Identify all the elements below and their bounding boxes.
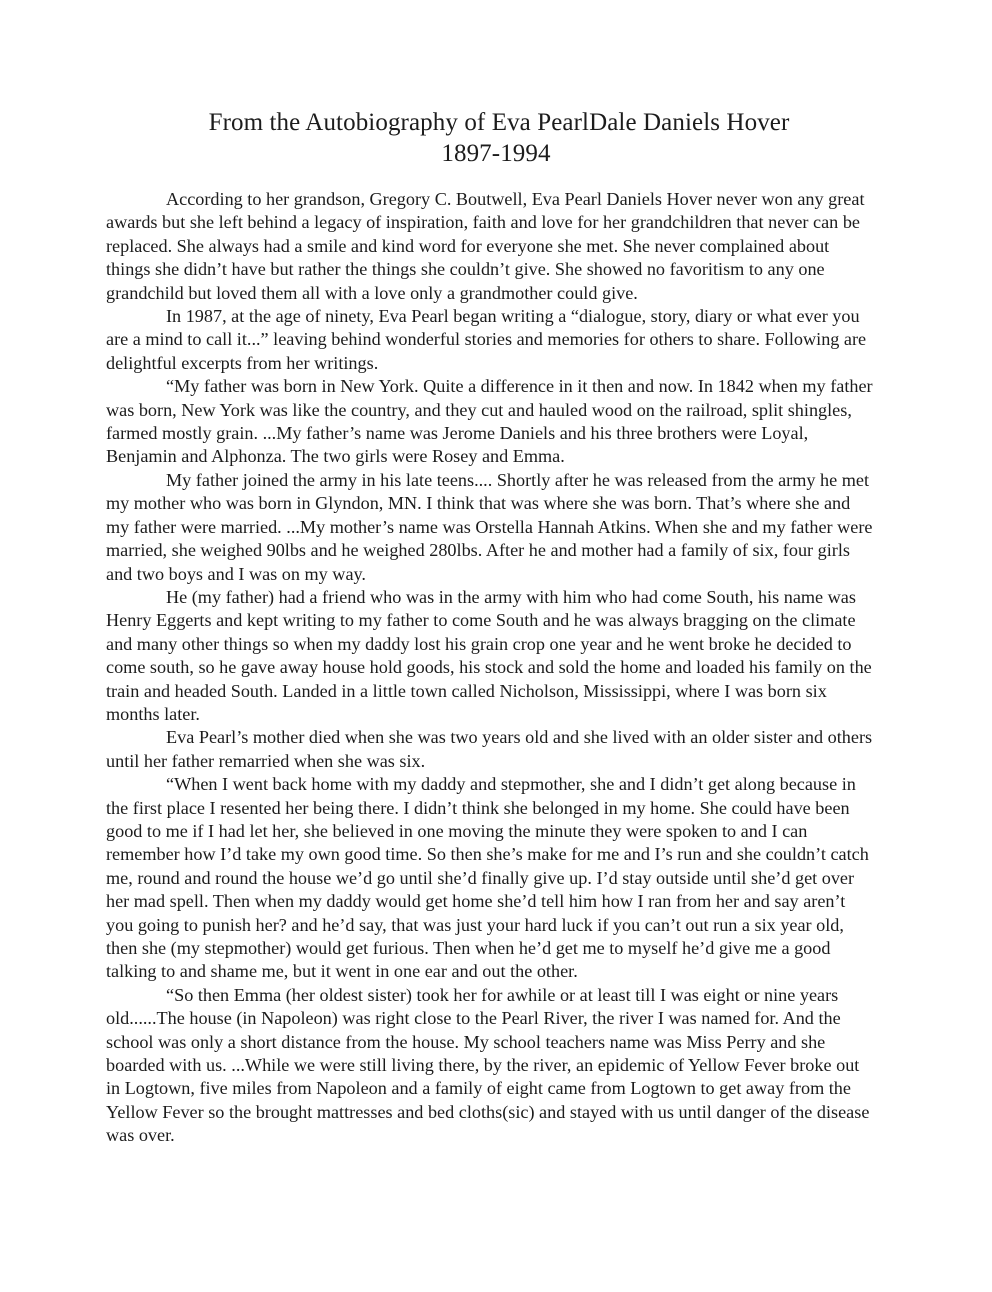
document-title: From the Autobiography of Eva PearlDale Daniels Hover bbox=[208, 109, 790, 136]
paragraph-2: In 1987, at the age of ninety, Eva Pearl began writing a “dialogue, story, diary or what ever you are a mind to call it...” leaving behind wonderful stories and memories for others to share. Following are delightful excerpts from her writings. bbox=[106, 306, 867, 373]
document-title-block bbox=[0, 108, 992, 169]
paragraph-5: He (my father) had a friend who was in the army with him who had come South, his name was Henry Eggerts and kept writing to my father to come South and he was always bragging on the climate and many other things so when my daddy lost his grain crop one year and he went broke he decided to come south, so he gave away house hold goods, his stock and sold the home and loaded his family on the train and headed South. Landed in a little town called Nicholson, Mississippi, where I was born six months later. bbox=[106, 586, 872, 724]
document-dates: 1897-1994 bbox=[441, 140, 551, 167]
document-body bbox=[106, 188, 876, 1148]
paragraph-6: Eva Pearl’s mother died when she was two years old and she lived with an older sister and others until her father remarried when she was six. bbox=[106, 727, 873, 771]
paragraph-7: “When I went back home with my daddy and stepmother, she and I didn’t get along because in the first place I resented her being there. I didn’t think she belonged in my home. She could have been good to me if I had let her, she believed in one moving the minute they were spoken to and I can remember how I’d take my own good time. So then she’s make for me and I’s run and she couldn’t catch me, round and round the house we’d go until she’d finally give up. I’d stay outside until she’d get over her mad spell. Then when my daddy would get home she’d tell him how I ran from her and say aren’t you going to punish her? and he’d say, that was just your hard luck if you can’t out run a six year old, then she (my stepmother) would get furious. Then when he’d get me to myself he’d give me a good talking to and shame me, but it went in one ear and out the other. bbox=[106, 774, 869, 982]
paragraph-3: “My father was born in New York. Quite a difference in it then and now. In 1842 when my father was born, New York was like the country, and they cut and hauled wood on the railroad, split shingles, farmed mostly grain. ...My father’s name was Jerome Daniels and his three brothers were Loyal, Benjamin and Alphonza. The two girls were Rosey and Emma. bbox=[106, 376, 873, 467]
paragraph-8: “So then Emma (her oldest sister) took her for awhile or at least till I was eight or nine years old......The house (in Napoleon) was right close to the Pearl River, the river I was named for. And the school was only a short distance from the house. My school teachers name was Miss Perry and she boarded with us. ...While we were still living there, by the river, an epidemic of Yellow Fever broke out in Logtown, five miles from Napoleon and a family of eight came from Logtown to get away from the Yellow Fever so the brought mattresses and bed cloths(sic) and stayed with us until danger of the disease was over. bbox=[106, 984, 870, 1146]
paragraph-1: According to her grandson, Gregory C. Boutwell, Eva Pearl Daniels Hover never won any great awards but she left behind a legacy of inspiration, faith and love for her grandchildren that never can be replaced. She always had a smile and kind word for everyone she met. She never complained about things she didn’t have but rather the things she couldn’t give. She showed no favoritism to any one grandchild but loved them all with a love only a grandmother could give. bbox=[106, 189, 865, 303]
paragraph-4: My father joined the army in his late teens.... Shortly after he was released from the army he met my mother who was born in Glyndon, MN. I think that was where she was born. That’s where she and my father were married. ...My mother’s name was Orstella Hannah Atkins. When she and my father were married, she weighed 90lbs and he weighed 280lbs. After he and mother had a family of six, four girls and two boys and I was on my way. bbox=[106, 469, 873, 584]
